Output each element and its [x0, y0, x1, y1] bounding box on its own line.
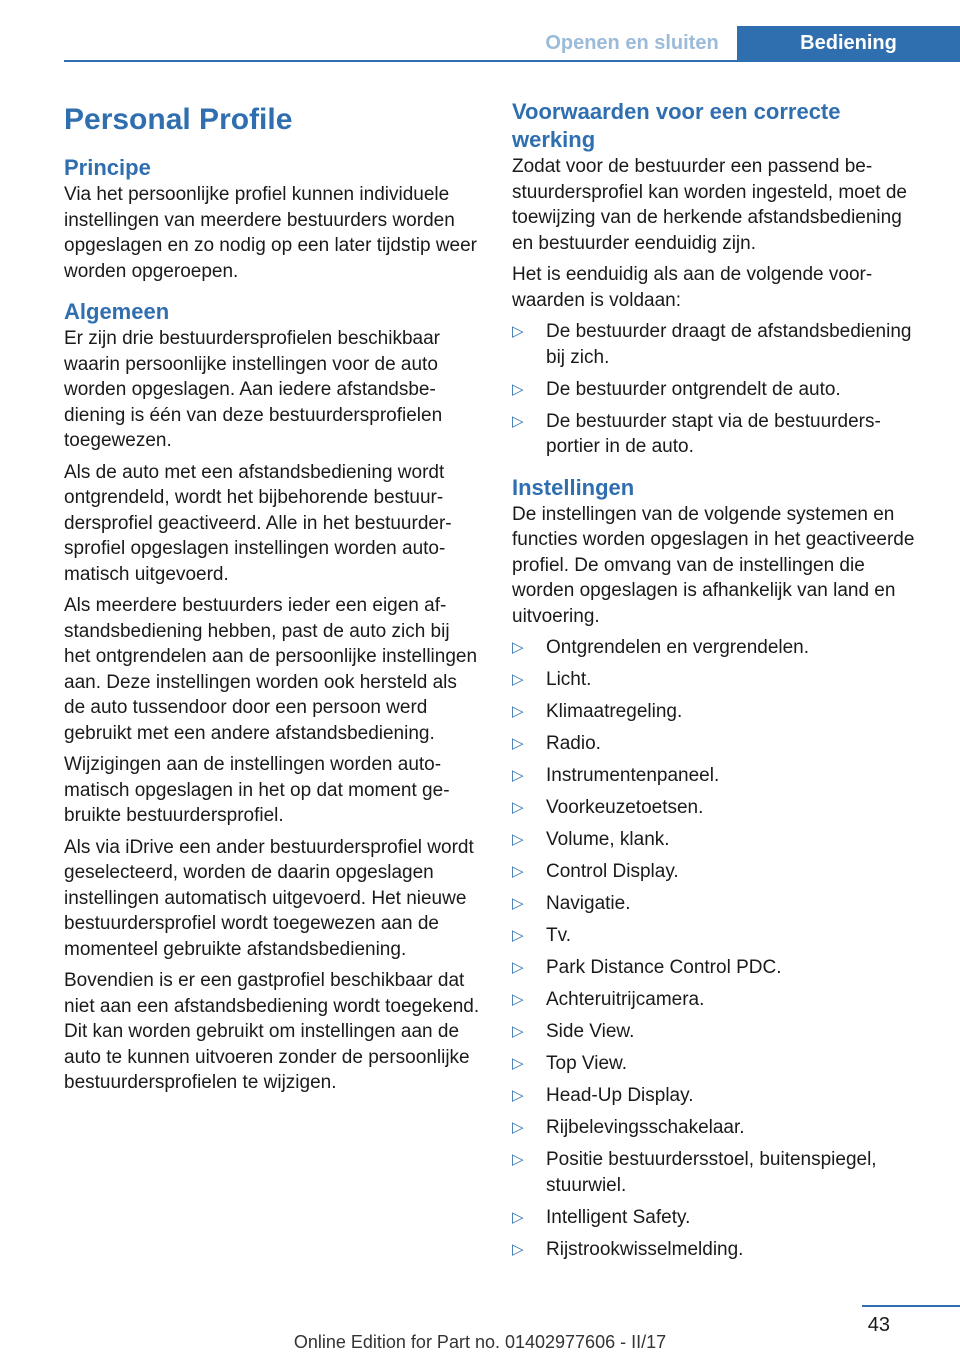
list-item [512, 955, 922, 981]
list-item [512, 699, 922, 725]
list-item-text: Intelligent Safety. [546, 1206, 691, 1228]
list-item [512, 1019, 922, 1045]
list-item [512, 891, 922, 917]
triangle-bullet-icon: ▷ [512, 863, 524, 880]
triangle-bullet-icon: ▷ [512, 703, 524, 720]
list-item [512, 409, 922, 460]
list-item [512, 377, 922, 403]
list-item [512, 763, 922, 789]
paragraph: Als de auto met een afstandsbediening wordt ontgrendeld, wordt het bijbehorende bestuurdersprofiel geactiveerd. Alle in het bestuurdersprofiel opgeslagen instellingen worden automatisch uitgevoerd. [64, 461, 452, 585]
list-item [512, 1237, 922, 1263]
section-heading-principe: Principe [64, 155, 151, 180]
section-instellingen [512, 474, 922, 1263]
section-heading-algemeen: Algemeen [64, 299, 170, 324]
list-item-text: Park Distance Control PDC. [546, 957, 782, 978]
triangle-bullet-icon: ▷ [512, 1151, 524, 1168]
page-title: Personal Profile [64, 103, 293, 136]
list-item [512, 859, 922, 885]
list-item-text: De bestuurder ontgrendelt de auto. [546, 378, 841, 400]
list-item-text: Radio. [546, 733, 601, 754]
triangle-bullet-icon: ▷ [512, 991, 524, 1008]
list-item [512, 731, 922, 757]
triangle-bullet-icon: ▷ [512, 831, 524, 848]
section-algemeen [64, 298, 480, 1096]
list-item [512, 319, 922, 370]
list-item-text: Klimaatregeling. [546, 701, 683, 722]
list-item [512, 1115, 922, 1141]
page-header [0, 0, 960, 62]
triangle-bullet-icon: ▷ [512, 959, 524, 976]
triangle-bullet-icon: ▷ [512, 1023, 524, 1040]
list-item [512, 667, 922, 693]
paragraph: Als via iDrive een ander bestuurdersprofiel wordt geselecteerd, worden de daarin opgeslagen instellingen automatisch uitgevoerd. Het nieuwe bestuurdersprofiel wordt toegewezen aan de momenteel gebruikte afstandsbediening. [64, 836, 474, 960]
list-item-text: Licht. [546, 669, 592, 690]
triangle-bullet-icon: ▷ [512, 323, 524, 340]
triangle-bullet-icon: ▷ [512, 1240, 524, 1258]
list-item-text: Positie bestuurdersstoel, buitenspiegel, stuurwiel. [546, 1149, 877, 1196]
paragraph: Er zijn drie bestuurdersprofielen beschikbaar waarin persoonlijke instellingen voor de auto worden opgeslagen. Aan iedere afstandsbediening is één van deze bestuurdersprofielen toegewezen. [64, 328, 443, 451]
list-item [512, 923, 922, 949]
triangle-bullet-icon: ▷ [512, 1208, 524, 1226]
instellingen-list [512, 635, 922, 1262]
list-item-text: De bestuurder draagt de afstandsbediening bij zich. [546, 321, 912, 368]
triangle-bullet-icon: ▷ [512, 735, 524, 752]
list-item-text: Control Display. [546, 861, 679, 882]
list-item-text: Tv. [546, 925, 571, 946]
section-heading-voorwaarden: Voorwaarden voor een correcte werking [512, 99, 841, 152]
paragraph: Zodat voor de bestuurder een passend bestuurdersprofiel kan worden ingesteld, moet de toewijzing van de herkende afstandsbediening en bestuurder eenduidig zijn. [512, 156, 908, 254]
list-item-text: Voorkeuzetoetsen. [546, 797, 704, 818]
triangle-bullet-icon: ▷ [512, 927, 524, 944]
triangle-bullet-icon: ▷ [512, 380, 524, 398]
paragraph: Het is eenduidig als aan de volgende voorwaarden is voldaan: [512, 264, 873, 311]
triangle-bullet-icon: ▷ [512, 895, 524, 912]
list-item-text: Side View. [546, 1021, 635, 1042]
list-item-text: Ontgrendelen en vergrendelen. [546, 637, 810, 658]
paragraph: De instellingen van de volgende systemen en functies worden opgeslagen in het geactiveerde profiel. De omvang van de instellingen die worden opgeslagen is afhankelijk van land en uitvoering. [512, 503, 915, 627]
list-item [512, 1147, 922, 1198]
section-principe [64, 154, 480, 284]
header-chapter-tab: Bediening [737, 26, 960, 62]
list-item-text: Rijbelevingsschakelaar. [546, 1117, 745, 1138]
list-item [512, 1083, 922, 1109]
list-item [512, 827, 922, 853]
list-item [512, 1051, 922, 1077]
section-voorwaarden [512, 98, 922, 460]
list-item-text: Instrumentenpaneel. [546, 765, 720, 786]
voorwaarden-list [512, 319, 922, 460]
page-number: 43 [867, 1314, 890, 1336]
section-heading-instellingen: Instellingen [512, 474, 635, 500]
list-item [512, 635, 922, 661]
list-item-text: Achteruitrijcamera. [546, 989, 705, 1010]
paragraph: Via het persoonlijke profiel kunnen individuele instellingen van meerdere bestuurders worden opgeslagen en zo nodig op een later tijdstip weer worden opgeroepen. [64, 184, 478, 282]
paragraph: Als meerdere bestuurders ieder een eigen afstandsbediening hebben, past de auto zich bij het ontgrendelen aan de persoonlijke instellingen aan. Deze instellingen worden ook hersteld als de auto tussendoor door een persoon werd gebruikt met een andere afstandsbediening. [64, 595, 478, 744]
triangle-bullet-icon: ▷ [512, 639, 524, 656]
list-item-text: Top View. [546, 1053, 627, 1074]
list-item-text: Volume, klank. [546, 829, 670, 850]
triangle-bullet-icon: ▷ [512, 767, 524, 784]
triangle-bullet-icon: ▷ [512, 671, 524, 688]
triangle-bullet-icon: ▷ [512, 412, 524, 430]
triangle-bullet-icon: ▷ [512, 1119, 524, 1136]
list-item-text: Head-Up Display. [546, 1085, 694, 1106]
left-column [64, 98, 480, 1102]
header-section-label: Openen en sluiten [545, 32, 719, 54]
list-item [512, 1205, 922, 1231]
list-item [512, 795, 922, 821]
triangle-bullet-icon: ▷ [512, 1055, 524, 1072]
list-item [512, 987, 922, 1013]
paragraph: Wijzigingen aan de instellingen worden automatisch opgeslagen in het op dat moment gebruikte bestuurdersprofiel. [64, 754, 450, 826]
paragraph: Bovendien is er een gastprofiel beschikbaar dat niet aan een afstandsbediening wordt toegekend. Dit kan worden gebruikt om instellingen aan de auto te kunnen uitvoeren zonder de persoonlijke bestuurdersprofielen te wijzigen. [64, 970, 480, 1093]
footer-edition: Online Edition for Part no. 01402977606 - II/17 [293, 1332, 667, 1352]
list-item-text: Rijstrookwisselmelding. [546, 1238, 744, 1260]
list-item-text: Navigatie. [546, 893, 631, 914]
list-item-text: De bestuurder stapt via de bestuurdersportier in de auto. [546, 410, 881, 457]
triangle-bullet-icon: ▷ [512, 799, 524, 816]
footer-rule [862, 1305, 960, 1307]
triangle-bullet-icon: ▷ [512, 1087, 524, 1104]
header-rule [64, 60, 960, 62]
right-column [512, 98, 922, 1269]
